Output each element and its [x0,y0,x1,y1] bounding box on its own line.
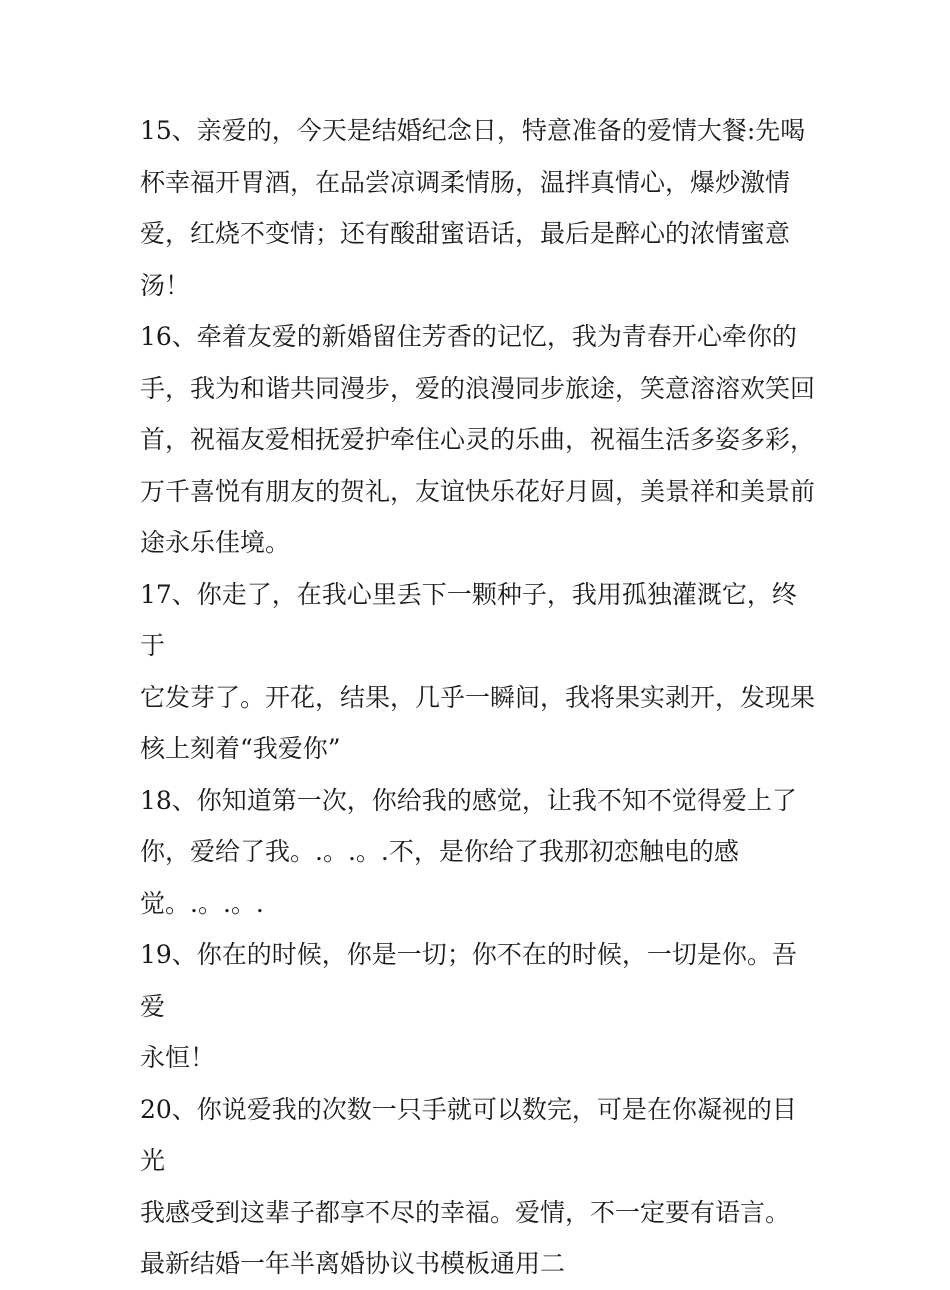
document-body [140,105,820,1290]
paragraph-20: 20、你说爱我的次数一只手就可以数完，可是在你凝视的目光 我感受到这辈子都享不尽的幸福。爱情，不一定要有语言。 [140,1094,797,1227]
paragraph-19: 19、你在的时候，你是一切；你不在的时候，一切是你。吾爱 永恒！ [140,940,797,1072]
paragraph-18: 18、你知道第一次，你给我的感觉，让我不知不觉得爱上了 你，爱给了我。.。.。.不，是你给了我那初恋触电的感 觉。.。.。. [140,785,797,918]
paragraph-15: 15、亲爱的，今天是结婚纪念日，特意准备的爱情大餐:先喝 杯幸福开胃酒，在品尝凉调柔情肠，温拌真情心，爆炒激情 爱，红烧不变情；还有酸甜蜜语话，最后是醉心的浓情蜜意 汤！ [140,116,806,300]
paragraph-16: 16、牵着友爱的新婚留住芳香的记忆，我为青春开心牵你的 手，我为和谐共同漫步，爱的浪漫同步旅途，笑意溶溶欢笑回 首，祝福友爱相抚爱护牵住心灵的乐曲，祝福生活多姿多彩， 万千喜悦有朋友的贺礼，友谊快乐花好月圆，美景祥和美景前 途永乐佳境。 [140,322,816,557]
section-heading: 最新结婚一年半离婚协议书模板通用二 [140,1249,566,1278]
paragraph-17: 17、你走了，在我心里丢下一颗种子，我用孤独灌溉它，终于 它发芽了。开花，结果，几乎一瞬间，我将果实剥开，发现果 核上刻着“我爱你” [140,579,816,763]
